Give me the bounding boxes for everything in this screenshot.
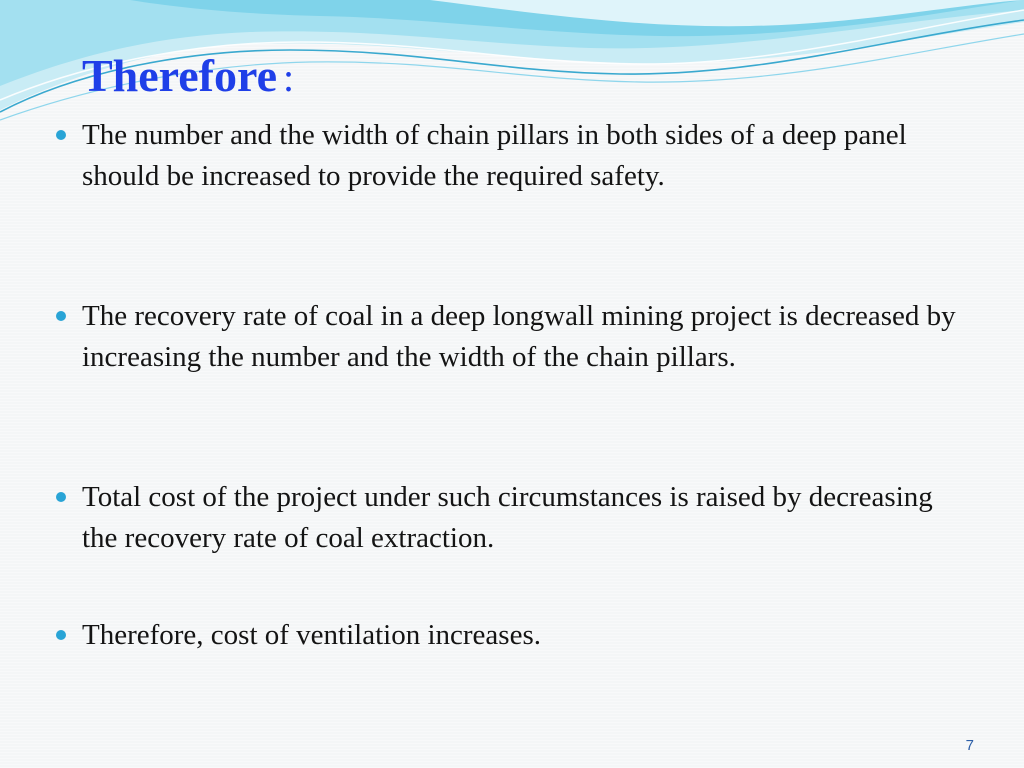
bullet-item xyxy=(82,115,972,197)
slide-title-text: Therefore xyxy=(82,50,278,101)
bullet-item xyxy=(82,615,972,656)
bullet-text: Therefore, cost of ventilation increases. xyxy=(82,619,541,651)
bullet-item xyxy=(82,477,972,559)
page-number: 7 xyxy=(965,737,974,754)
bullet-text: The recovery rate of coal in a deep longwall mining project is decreased by increasing the number and the width of the chain pillars. xyxy=(82,300,956,373)
bullet-item xyxy=(82,296,972,378)
bullet-dot-icon xyxy=(56,630,66,640)
bullet-dot-icon xyxy=(56,311,66,321)
bullet-dot-icon xyxy=(56,492,66,502)
bullet-text: Total cost of the project under such circumstances is raised by decreasing the recovery rate of coal extraction. xyxy=(82,481,933,554)
slide-title-colon: : xyxy=(283,55,295,100)
slide-title xyxy=(82,48,294,106)
bullet-text: The number and the width of chain pillars in both sides of a deep panel should be increased to provide the required safety. xyxy=(82,119,907,192)
bullet-dot-icon xyxy=(56,130,66,140)
